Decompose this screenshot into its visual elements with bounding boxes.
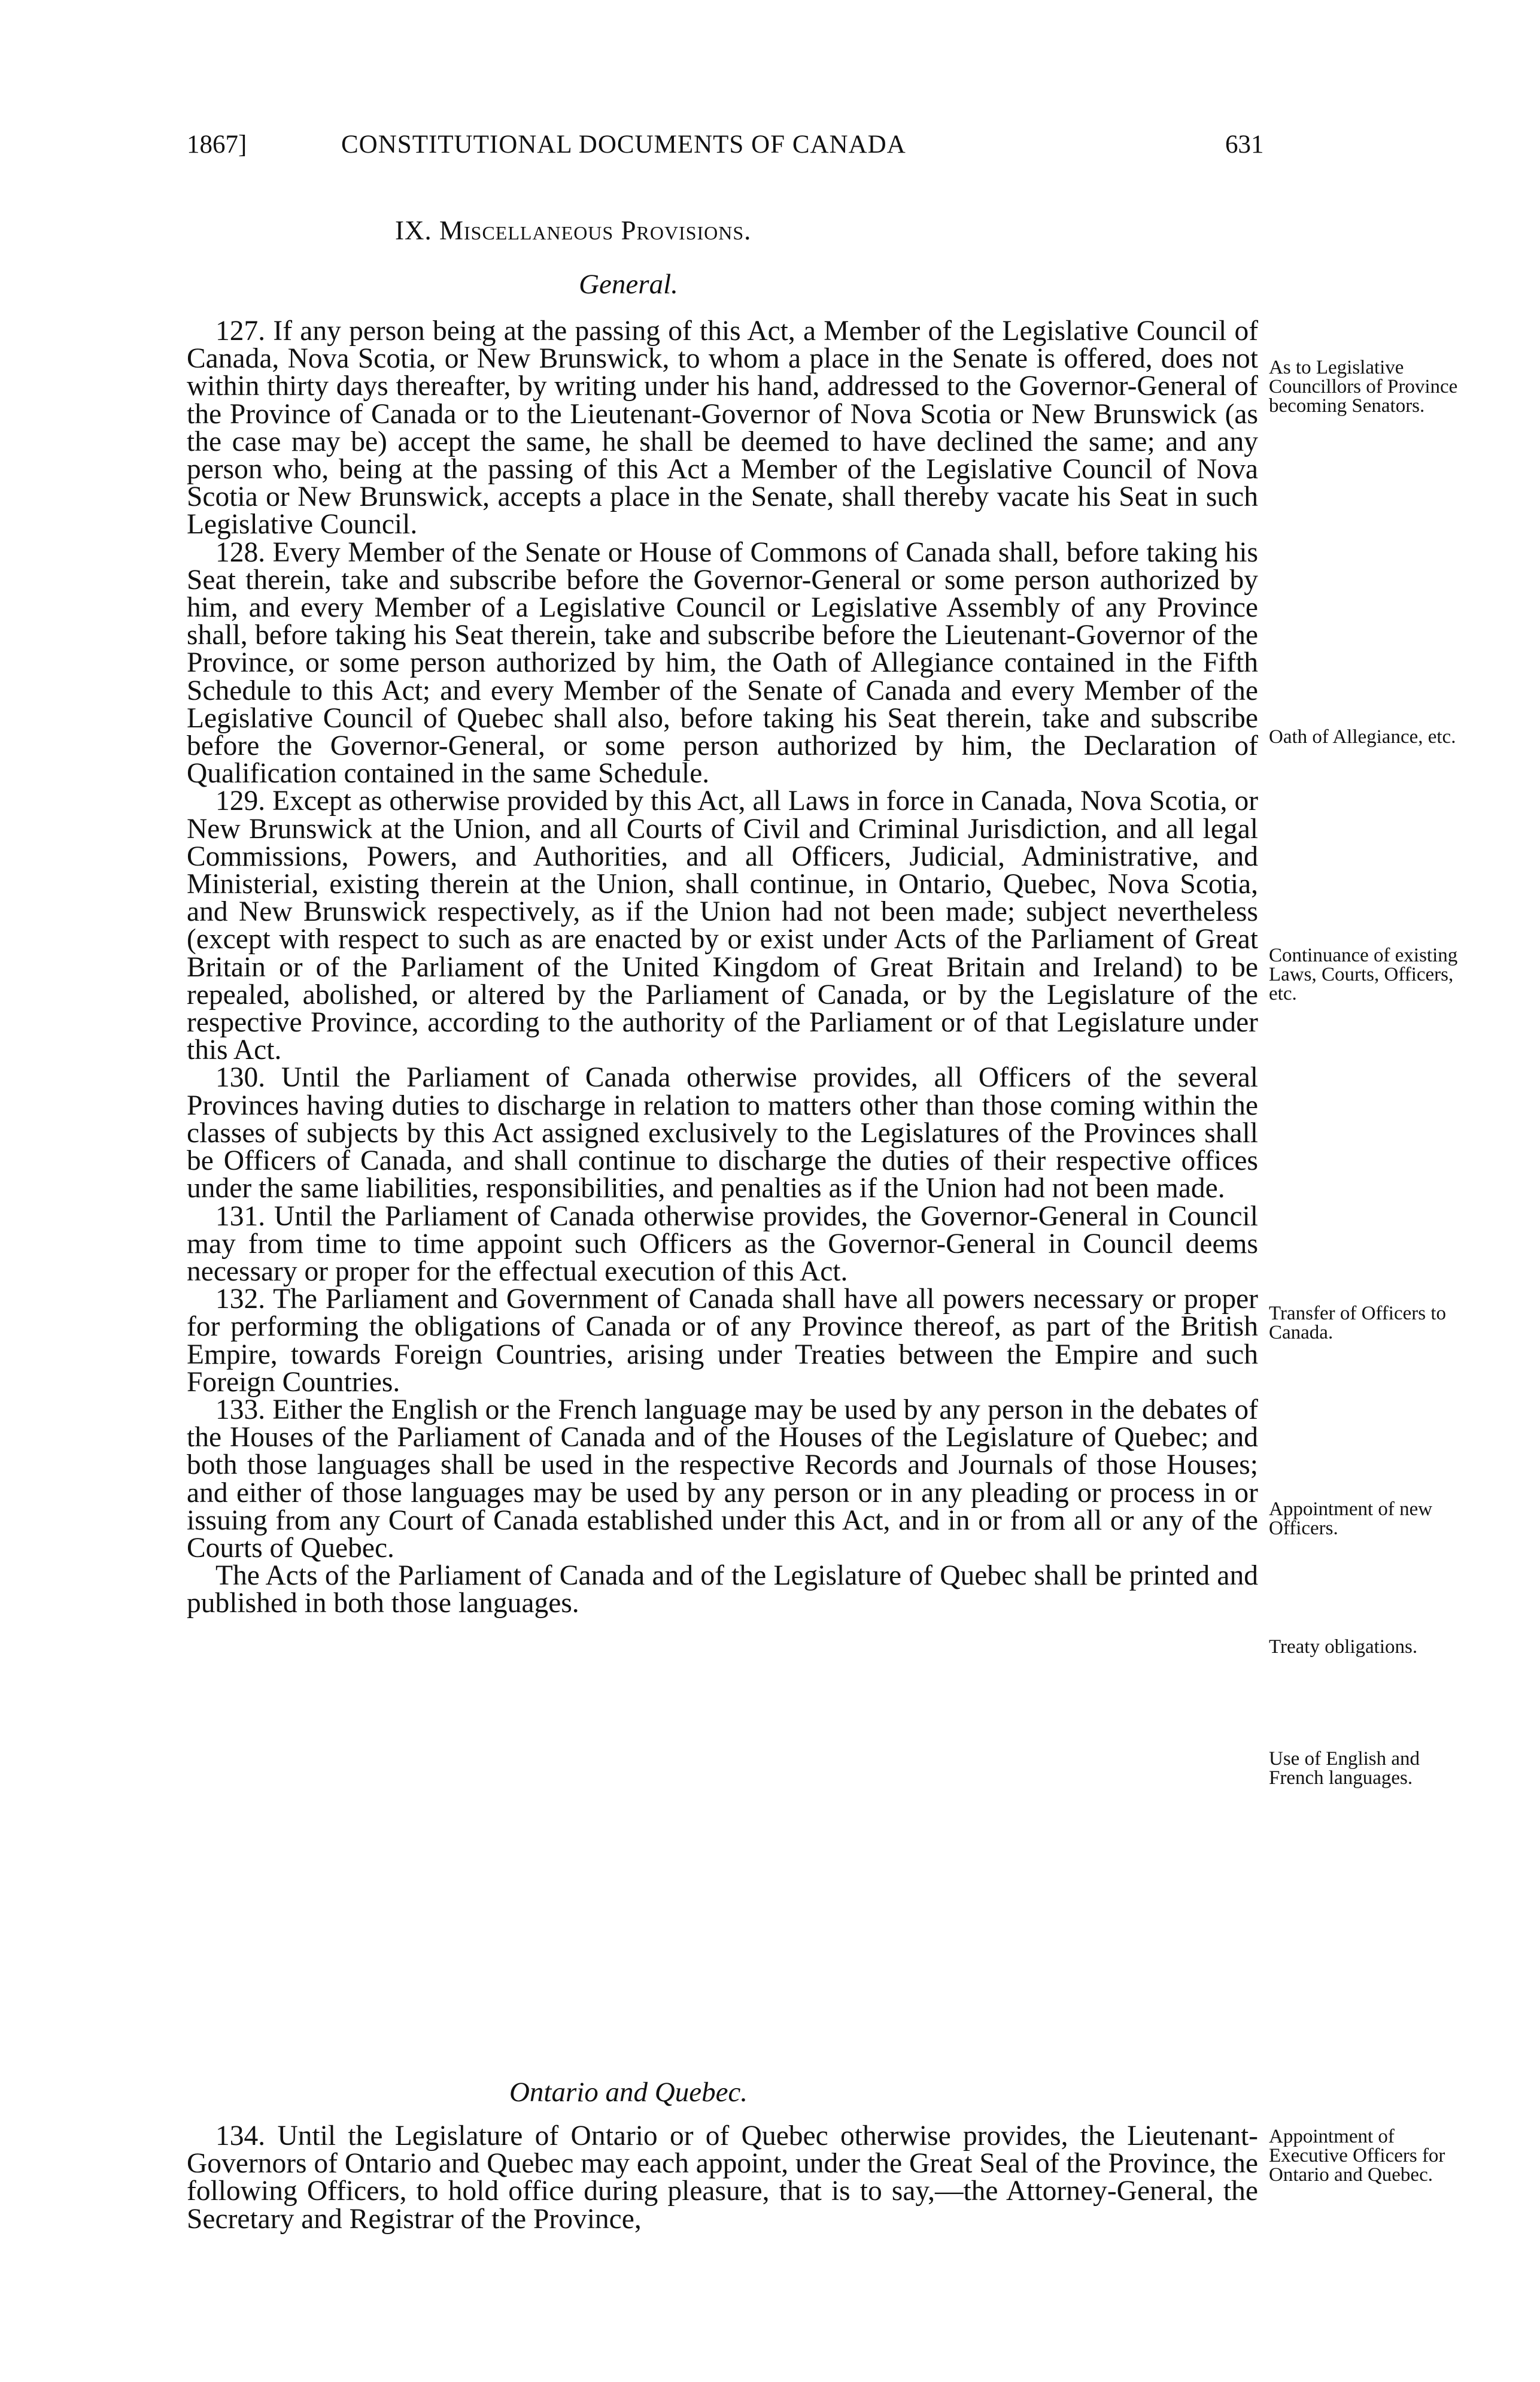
section-number: 132.	[215, 1283, 266, 1315]
paragraph	[187, 1396, 1258, 1562]
paragraph	[187, 317, 1258, 539]
paragraph	[187, 1562, 1258, 1617]
paragraph	[187, 787, 1258, 1064]
margin-note: As to Legislative Councillors of Province becoming Senators.	[1269, 357, 1458, 417]
section-heading	[395, 213, 751, 248]
paragraph-text: Either the English or the French language may be used by any person in the debates of the Houses of the Parliament of Canada and of the Houses of the Legislature of Quebec; and both those languages shall be used in the respective Records and Journals of those Houses; and either of those languages may be used by any person or in any pleading or process in or issuing from any Court of Canada established under this Act, and in or from all or any of the Courts of Quebec.	[187, 1394, 1258, 1564]
page-number: 631	[1225, 131, 1264, 159]
paragraph-text: If any person being at the passing of this Act, a Member of the Legislative Council of Canada, Nova Scotia, or New Brunswick, to whom a place in the Senate is offered, does not within thirty days thereafter, by writing under his hand, addressed to the Governor-General of the Province of Canada or to the Lieutenant-Governor of Nova Scotia or New Brunswick (as the case may be) accept the same, he shall be deemed to have declined the same; and any person who, being at the passing of this Act a Member of the Legislative Council of Nova Scotia or New Brunswick, accepts a place in the Senate, shall thereby vacate his Seat in such Legislative Council.	[187, 315, 1259, 541]
margin-note: Appointment of Executive Officers for Ontario and Quebec.	[1269, 2126, 1445, 2186]
section-title: Miscellaneous Provisions.	[439, 216, 752, 245]
subheading-general: General.	[579, 269, 678, 300]
paragraph	[187, 1200, 1258, 1287]
paragraph-text: Until the Parliament of Canada otherwise provides, the Governor-General in Council may from time to time appoint such Officers as the Governor-General in Council deems necessary or proper for the effectual execution of this Act.	[187, 1200, 1258, 1287]
paragraph-text: Until the Legislature of Ontario or of Quebec otherwise provides, the Lieutenant-Governors of Ontario and Quebec may each appoint, under the Great Seal of the Province, the following Officers, to hold office during pleasure, that is to say,—the Attorney-General, the Secretary and Registrar of the Province,	[187, 2120, 1259, 2235]
paragraph-text: Except as otherwise provided by this Act, all Laws in force in Canada, Nova Scotia, or New Brunswick at the Union, and all Courts of Civil and Criminal Jurisdiction, and all legal Commissions, Powers, and Authorities, and all Officers, Judicial, Administrative, and Ministerial, existing therein at the Union, shall continue, in Ontario, Quebec, Nova Scotia, and New Brunswick respectively, as if the Union had not been made; subject nevertheless (except with respect to such as are enacted by or exist under Acts of the Parliament of Great Britain or of the Parliament of the United Kingdom of Great Britain and Ireland) to be repealed, abolished, or altered by the Parliament of Canada, or by the Legislature of the respective Province, according to the authority of the Parliament or of that Legislature under this Act.	[187, 785, 1259, 1066]
body-text-ontario-quebec	[187, 2122, 1258, 2233]
section-number: 133.	[215, 1394, 266, 1425]
section-number: 127.	[215, 315, 266, 347]
section-number: 128.	[215, 536, 266, 568]
paragraph-text: The Acts of the Parliament of Canada and of the Legislature of Quebec shall be printed and published in both those languages.	[187, 1560, 1258, 1619]
header-title: CONSTITUTIONAL DOCUMENTS OF CANADA	[341, 131, 906, 159]
header-year: 1867]	[187, 131, 247, 159]
section-number: 129.	[215, 785, 266, 817]
subheading-ontario-quebec: Ontario and Quebec.	[509, 2077, 748, 2108]
margin-note: Appointment of new Officers.	[1269, 1498, 1433, 1539]
paragraph-text: The Parliament and Government of Canada shall have all powers necessary or proper for performing the obligations of Canada or of any Province thereof, as part of the British Empire, towards Foreign Countries, arising under Treaties between the Empire and such Foreign Countries.	[187, 1283, 1258, 1398]
section-number: 134.	[215, 2120, 266, 2152]
paragraph	[187, 536, 1259, 790]
paragraph-text: Every Member of the Senate or House of Commons of Canada shall, before taking his Seat therein, take and subscribe before the Governor-General or some person authorized by him, and every Member of a Legislative Council or Legislative Assembly of any Province shall, before taking his Seat therein, take and subscribe before the Lieutenant-Governor of the Province, or some person authorized by him, the Oath of Allegiance contained in the Fifth Schedule to this Act; and every Member of the Senate of Canada and every Member of the Legislative Council of Quebec shall also, before taking his Seat therein, take and subscribe before the Governor-General, or some person authorized by him, the Declaration of Qualification contained in the same Schedule.	[187, 536, 1259, 790]
paragraph	[187, 1285, 1258, 1396]
paragraph-text: Until the Parliament of Canada otherwise provides, all Officers of the several Provinces having duties to discharge in relation to matters other than those coming within the classes of subjects by this Act assigned exclusively to the Legislatures of the Provinces shall be Officers of Canada, and shall continue to discharge the duties of their respective offices under the same liabilities, responsibilities, and penalties as if the Union had not been made.	[187, 1062, 1258, 1204]
margin-note: Oath of Allegiance, etc.	[1269, 726, 1456, 748]
section-number: 131.	[215, 1200, 266, 1232]
paragraph	[187, 2122, 1258, 2233]
paragraph	[187, 1064, 1258, 1202]
running-header	[187, 127, 1264, 163]
section-numeral: IX.	[395, 216, 432, 245]
margin-note: Continuance of existing Laws, Courts, Officers, etc.	[1269, 945, 1458, 1005]
margin-note: Transfer of Officers to Canada.	[1269, 1303, 1447, 1343]
section-number: 130.	[215, 1062, 266, 1094]
body-text-general	[187, 317, 1258, 1618]
margin-note: Treaty obligations.	[1269, 1636, 1418, 1658]
margin-note: Use of English and French languages.	[1269, 1748, 1420, 1789]
